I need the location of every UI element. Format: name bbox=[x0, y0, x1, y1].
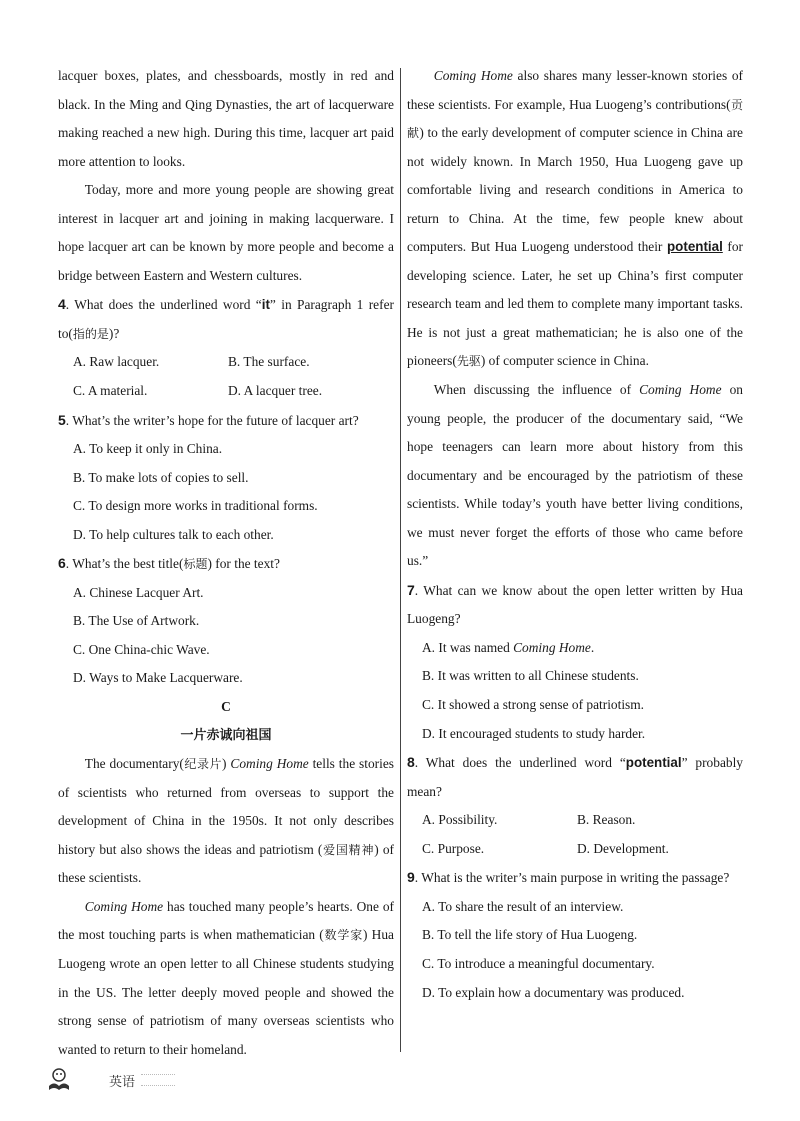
keyword-potential: potential bbox=[667, 239, 723, 255]
question-7: 7. What can we know about the open letter written by Hua Luogeng? A. It was named Coming Home. B. It was written to all Chinese students. C. It showed a strong sense of patriotism. D. It encouraged students to study harder. bbox=[407, 576, 743, 748]
paragraph-documentary: The documentary(纪录片) Coming Home tells the stories of scientists who returned from overseas to support the development of China in the 1950s. It not only describes history but also shows the ideas and patriotism (爱国精神) of these scientists. bbox=[58, 756, 394, 886]
option-a: A. It was named Coming Home. bbox=[422, 639, 595, 655]
question-number: 9 bbox=[407, 869, 415, 886]
paragraph-today: Today, more and more young people are showing great interest in lacquer art and joining in making lacquerware. I hope lacquer art can be known by more people and become a bridge between Eastern and Western cultures. bbox=[58, 182, 394, 283]
option-c: C. Purpose. bbox=[422, 840, 485, 856]
option-d: D. To explain how a documentary was produced. bbox=[422, 984, 685, 1000]
question-number: 7 bbox=[407, 581, 415, 598]
option-a: A. Possibility. bbox=[422, 812, 498, 828]
question-8: 8. What does the underlined word “potential” probably mean? A. Possibility. B. Reason. C. Purpose. D. Development. bbox=[407, 748, 743, 863]
paragraph-shares: Coming Home also shares many lesser-known stories of these scientists. For example, Hua Luogeng’s contributions(贡献) to the early development of computer science in China are not widely known. In March 1950, Hua Luogeng gave up comfortable living and research conditions in America to return to China. At the time, few people knew about computers. But Hua Luogeng understood their potential for developing science. Later, he set up China’s first computer research team and led them to complete many important tasks. He is not just a great mathematician; he is also one of the pioneers(先驱) of computer science in China. bbox=[407, 68, 744, 369]
option-b: B. The Use of Artwork. bbox=[73, 613, 200, 629]
question-4: 4. What does the underlined word “it” in Paragraph 1 refer to(指的是)? A. Raw lacquer. B. The surface. C. A material. D. A lacquer tree. bbox=[58, 290, 394, 405]
footer-decoration bbox=[141, 1074, 175, 1086]
option-a: A. Raw lacquer. bbox=[73, 354, 160, 370]
option-c: C. A material. bbox=[73, 383, 148, 399]
subject-label: 英语 bbox=[109, 1074, 136, 1090]
section-letter: C bbox=[221, 699, 231, 715]
option-b: B. Reason. bbox=[577, 812, 636, 828]
option-c: C. To design more works in traditional forms. bbox=[73, 498, 318, 514]
page-footer bbox=[45, 1066, 175, 1094]
question-number: 4 bbox=[58, 296, 66, 313]
option-d: D. Ways to Make Lacquerware. bbox=[73, 670, 243, 686]
option-a: A. To keep it only in China. bbox=[73, 441, 223, 457]
option-b: B. To make lots of copies to sell. bbox=[73, 469, 249, 485]
option-c: C. To introduce a meaningful documentary. bbox=[422, 955, 655, 971]
question-number: 5 bbox=[58, 411, 66, 428]
paragraph-lacquer-history: lacquer boxes, plates, and chessboards, mostly in red and black. In the Ming and Qing Dynasties, the art of lacquerware making reached a new high. During this time, lacquer art paid more attention to looks. bbox=[58, 68, 394, 169]
book-logo-icon bbox=[45, 1066, 73, 1094]
option-c: C. One China-chic Wave. bbox=[73, 641, 210, 657]
keyword-potential-question: potential bbox=[625, 755, 682, 771]
option-b: B. It was written to all Chinese students. bbox=[422, 668, 639, 684]
paragraph-influence: When discussing the influence of Coming Home on young people, the producer of the documentary said, “We hope teenagers can learn more about history from this documentary and be encouraged by the patriotism of these scientists. While today’s youth have better living conditions, we must never forget the efforts of those who came before us.” bbox=[407, 382, 743, 569]
option-a: A. To share the result of an interview. bbox=[422, 898, 624, 914]
column-divider bbox=[400, 68, 401, 1052]
left-column bbox=[58, 62, 394, 1064]
option-d: D. It encouraged students to study harder. bbox=[422, 725, 646, 741]
option-b: B. To tell the life story of Hua Luogeng. bbox=[422, 927, 638, 943]
question-6: 6. What’s the best title(标题) for the text? A. Chinese Lacquer Art. B. The Use of Artwork. C. One China-chic Wave. D. Ways to Make Lacquerware. bbox=[58, 549, 394, 693]
question-9: 9. What is the writer’s main purpose in writing the passage? A. To share the result of an interview. B. To tell the life story of Hua Luogeng. C. To introduce a meaningful documentary. D. To explain how a documentary was produced. bbox=[407, 863, 743, 1007]
keyword-it: it bbox=[261, 297, 270, 313]
paragraph-touched: Coming Home has touched many people’s hearts. One of the most touching parts is when mathematician (数学家) Hua Luogeng wrote an open letter to all Chinese students studying in the US. The letter deeply moved people and showed the strong sense of patriotism of many overseas scientists who wanted to return to their homeland. bbox=[58, 898, 394, 1057]
option-c: C. It showed a strong sense of patriotism. bbox=[422, 697, 645, 713]
option-d: D. To help cultures talk to each other. bbox=[73, 526, 274, 542]
question-number: 6 bbox=[58, 555, 66, 572]
question-5: 5. What’s the writer’s hope for the future of lacquer art? A. To keep it only in China. B. To make lots of copies to sell. C. To design more works in traditional forms. D. To help cultures talk to each other. bbox=[58, 406, 394, 550]
question-number: 8 bbox=[407, 754, 415, 771]
option-d: D. A lacquer tree. bbox=[228, 383, 323, 399]
option-d: D. Development. bbox=[577, 840, 669, 856]
option-b: B. The surface. bbox=[228, 354, 310, 370]
right-column bbox=[407, 62, 743, 1007]
section-title: 一片赤诚向祖国 bbox=[180, 727, 272, 743]
option-a: A. Chinese Lacquer Art. bbox=[73, 584, 204, 600]
